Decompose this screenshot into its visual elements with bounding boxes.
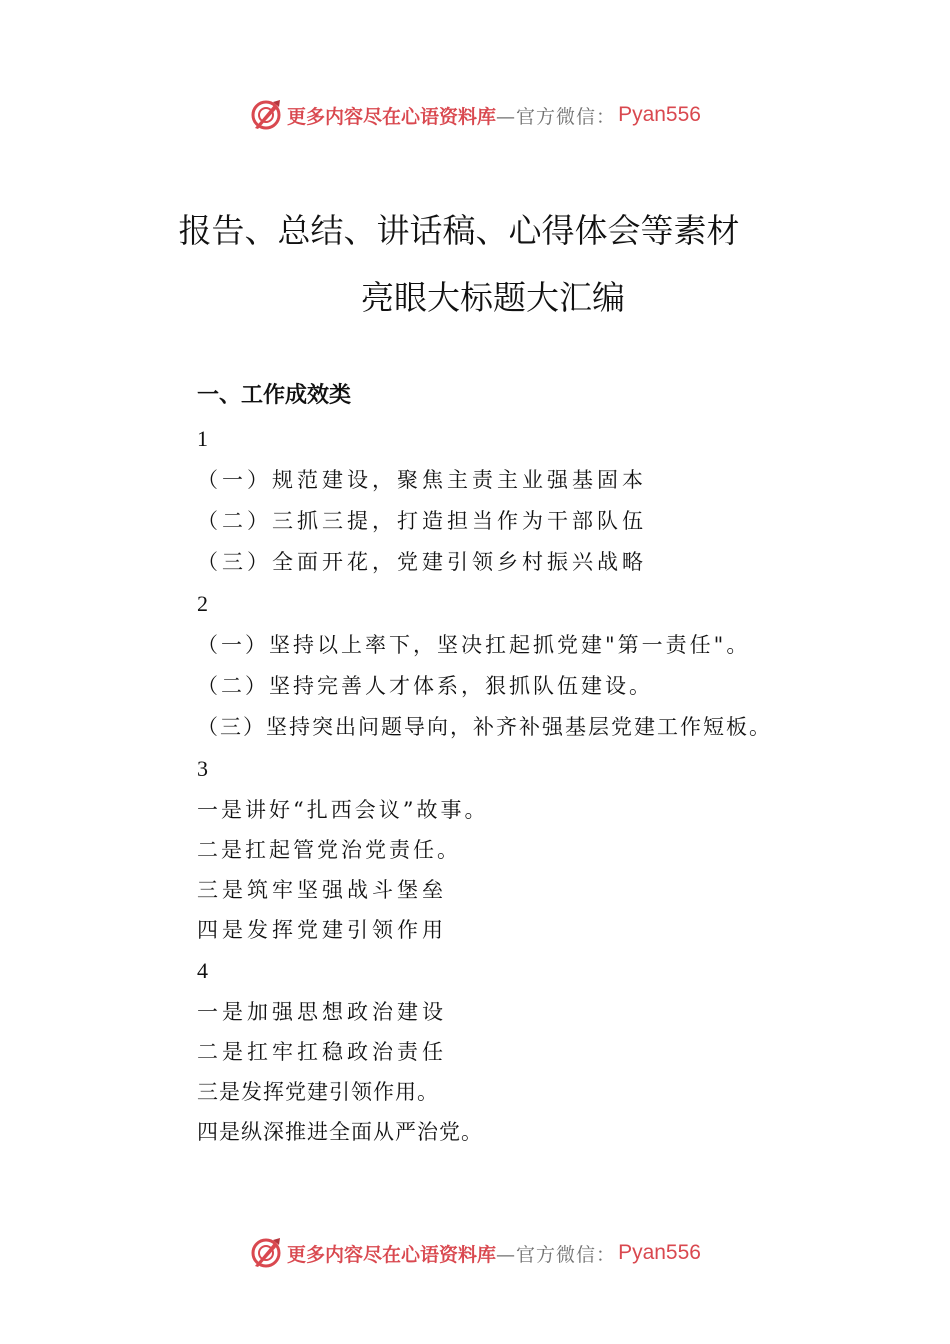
group-number: 4 [197, 958, 208, 983]
quill-seal-logo-icon [249, 1236, 283, 1270]
list-item: 二是扛牢扛稳政治责任 [197, 1040, 447, 1064]
banner-wechat-id: Pyan556 [618, 103, 701, 126]
section-heading: 一、工作成效类 [197, 383, 352, 408]
list-item: 四是发挥党建引领作用 [197, 918, 447, 942]
group-3 [197, 748, 897, 950]
group-number: 1 [197, 426, 208, 451]
page-title-line2: 亮眼大标题大汇编 [361, 278, 625, 317]
group-number: 2 [197, 591, 208, 616]
list-item: 二是扛起管党治党责任。 [197, 838, 461, 862]
list-item: （一）规范建设，聚焦主责主业强基固本 [197, 468, 647, 492]
list-item: （三）全面开花，党建引领乡村振兴战略 [197, 550, 647, 574]
quill-seal-logo-icon [249, 98, 283, 132]
document-body [197, 374, 897, 1152]
banner-grey-text: —官方微信： [496, 1243, 617, 1266]
list-item: 一是加强思想政治建设 [197, 1000, 447, 1024]
list-item: 三是筑牢坚强战斗堡垒 [197, 878, 447, 902]
list-item: 一是讲好“扎西会议”故事。 [197, 798, 489, 822]
group-number: 3 [197, 756, 208, 781]
banner-red-text: 更多内容尽在心语资料库 [287, 1243, 497, 1266]
list-item: （三）坚持突出问题导向，补齐补强基层党建工作短板。 [197, 715, 772, 739]
list-item: （二）坚持完善人才体系，狠抓队伍建设。 [197, 674, 653, 698]
group-1 [197, 418, 897, 583]
group-4 [197, 950, 897, 1152]
banner-red-text: 更多内容尽在心语资料库 [287, 105, 497, 128]
list-item: （一）坚持以上率下，坚决扛起抓党建"第一责任"。 [197, 633, 751, 657]
header-banner [0, 95, 950, 135]
list-item: （二）三抓三提，打造担当作为干部队伍 [197, 509, 647, 533]
banner-grey-text: —官方微信： [496, 105, 617, 128]
footer-banner [0, 1233, 950, 1273]
list-item: 三是发挥党建引领作用。 [197, 1080, 439, 1104]
group-2 [197, 583, 897, 748]
banner-wechat-id: Pyan556 [618, 1241, 701, 1264]
list-item: 四是纵深推进全面从严治党。 [197, 1120, 483, 1144]
page-title-line1: 报告、总结、讲话稿、心得体会等素材 [178, 211, 740, 250]
